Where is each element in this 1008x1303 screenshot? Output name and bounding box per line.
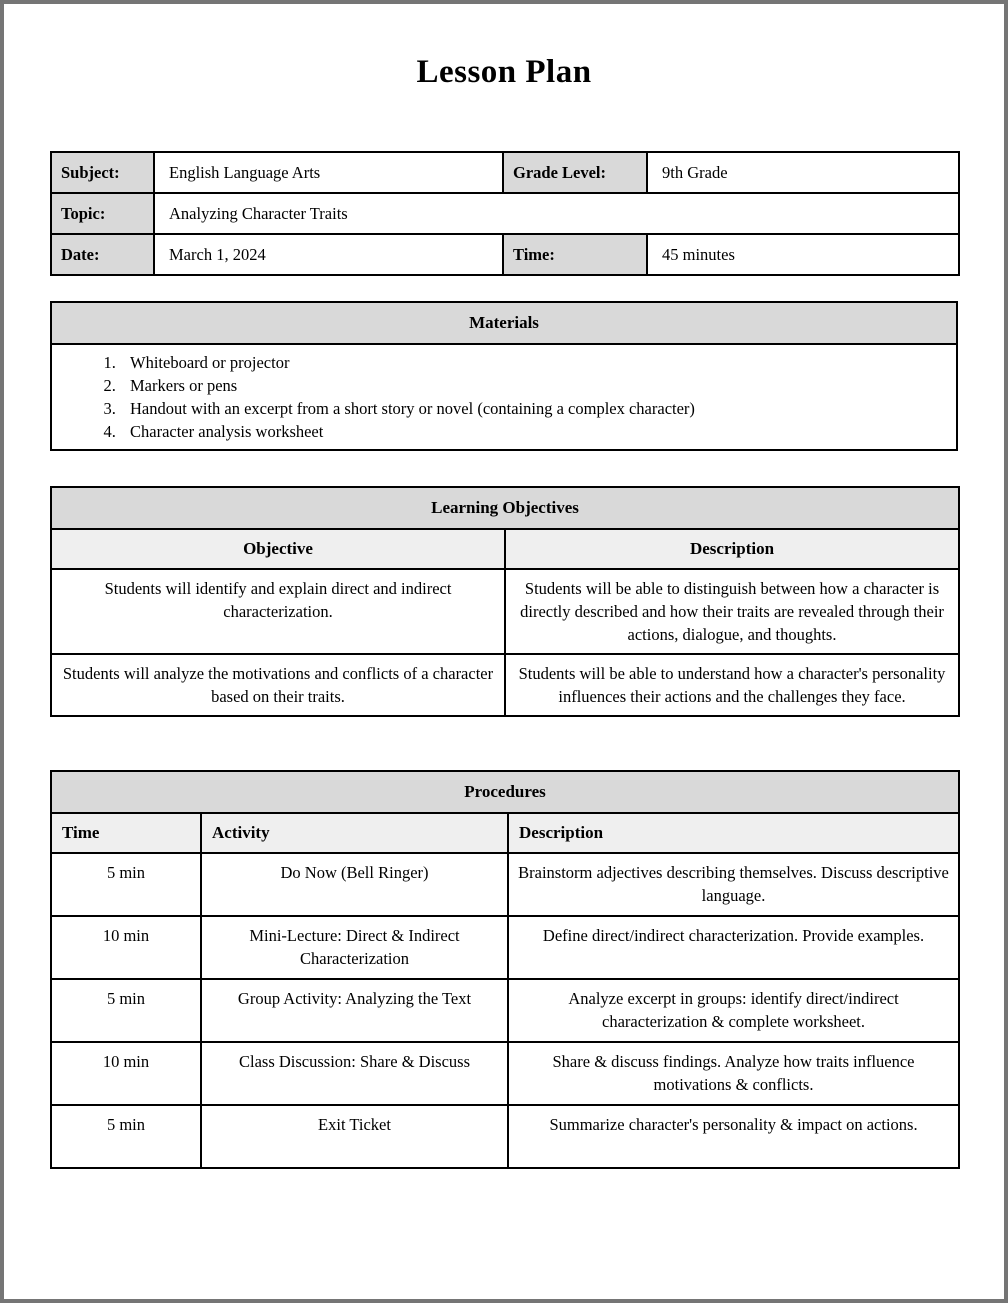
subject-label: Subject: bbox=[51, 152, 154, 193]
procedure-description-cell: Define direct/indirect characterization. Provide examples. bbox=[508, 916, 959, 979]
procedure-description-cell: Analyze excerpt in groups: identify direct/indirect characterization & complete worksheet. bbox=[508, 979, 959, 1042]
time-label: Time: bbox=[503, 234, 647, 275]
materials-list-cell bbox=[51, 344, 957, 450]
procedure-description-cell: Summarize character's personality & impact on actions. bbox=[508, 1105, 959, 1168]
procedure-row bbox=[51, 1105, 959, 1168]
procedures-header-row bbox=[51, 771, 959, 813]
procedure-description-cell: Share & discuss findings. Analyze how traits influence motivations & conflicts. bbox=[508, 1042, 959, 1105]
date-label: Date: bbox=[51, 234, 154, 275]
objective-cell: Students will identify and explain direct and indirect characterization. bbox=[51, 569, 505, 654]
procedure-description-cell: Brainstorm adjectives describing themselves. Discuss descriptive language. bbox=[508, 853, 959, 916]
lesson-info-table bbox=[50, 151, 960, 276]
objective-cell: Students will analyze the motivations and conflicts of a character based on their traits. bbox=[51, 654, 505, 716]
activity-column-header: Activity bbox=[201, 813, 508, 853]
procedure-time-cell: 5 min bbox=[51, 853, 201, 916]
objective-description-cell: Students will be able to distinguish between how a character is directly described and how their traits are revealed through their actions, dialogue, and thoughts. bbox=[505, 569, 959, 654]
subject-value: English Language Arts bbox=[154, 152, 503, 193]
objective-description-cell: Students will be able to understand how a character's personality influences their actions and the challenges they face. bbox=[505, 654, 959, 716]
topic-label: Topic: bbox=[51, 193, 154, 234]
procedure-time-cell: 10 min bbox=[51, 1042, 201, 1105]
objectives-column-header-row bbox=[51, 529, 959, 569]
grade-level-label: Grade Level: bbox=[503, 152, 647, 193]
procedures-table bbox=[50, 770, 960, 1169]
procedure-activity-cell: Do Now (Bell Ringer) bbox=[201, 853, 508, 916]
time-column-header: Time bbox=[51, 813, 201, 853]
topic-value: Analyzing Character Traits bbox=[154, 193, 959, 234]
materials-item: 4. Character analysis worksheet bbox=[120, 420, 946, 443]
procedure-time-cell: 5 min bbox=[51, 979, 201, 1042]
info-row-subject-grade bbox=[51, 152, 959, 193]
procedure-row bbox=[51, 916, 959, 979]
materials-item: 3. Handout with an excerpt from a short story or novel (containing a complex character) bbox=[120, 397, 946, 420]
objectives-header-row bbox=[51, 487, 959, 529]
materials-item: 1. Whiteboard or projector bbox=[120, 351, 946, 374]
objective-row bbox=[51, 654, 959, 716]
objectives-header: Learning Objectives bbox=[51, 487, 959, 529]
procedure-row bbox=[51, 1042, 959, 1105]
page-title: Lesson Plan bbox=[416, 54, 592, 90]
info-row-date-time bbox=[51, 234, 959, 275]
materials-item: 2. Markers or pens bbox=[120, 374, 946, 397]
materials-body-row bbox=[51, 344, 957, 450]
procedures-header: Procedures bbox=[51, 771, 959, 813]
materials-table bbox=[50, 301, 958, 451]
procedure-activity-cell: Exit Ticket bbox=[201, 1105, 508, 1168]
page-content bbox=[50, 151, 958, 1169]
learning-objectives-table bbox=[50, 486, 960, 717]
objective-column-header: Objective bbox=[51, 529, 505, 569]
description-column-header: Description bbox=[505, 529, 959, 569]
materials-header: Materials bbox=[51, 302, 957, 344]
procedure-activity-cell: Mini-Lecture: Direct & Indirect Characterization bbox=[201, 916, 508, 979]
procedure-activity-cell: Class Discussion: Share & Discuss bbox=[201, 1042, 508, 1105]
procedure-time-cell: 5 min bbox=[51, 1105, 201, 1168]
procedure-activity-cell: Group Activity: Analyzing the Text bbox=[201, 979, 508, 1042]
grade-level-value: 9th Grade bbox=[647, 152, 959, 193]
procedures-column-header-row bbox=[51, 813, 959, 853]
description-column-header: Description bbox=[508, 813, 959, 853]
objective-row bbox=[51, 569, 959, 654]
info-row-topic bbox=[51, 193, 959, 234]
procedure-row bbox=[51, 853, 959, 916]
materials-list bbox=[52, 351, 946, 443]
date-value: March 1, 2024 bbox=[154, 234, 503, 275]
procedure-row bbox=[51, 979, 959, 1042]
materials-header-row bbox=[51, 302, 957, 344]
time-value: 45 minutes bbox=[647, 234, 959, 275]
procedure-time-cell: 10 min bbox=[51, 916, 201, 979]
